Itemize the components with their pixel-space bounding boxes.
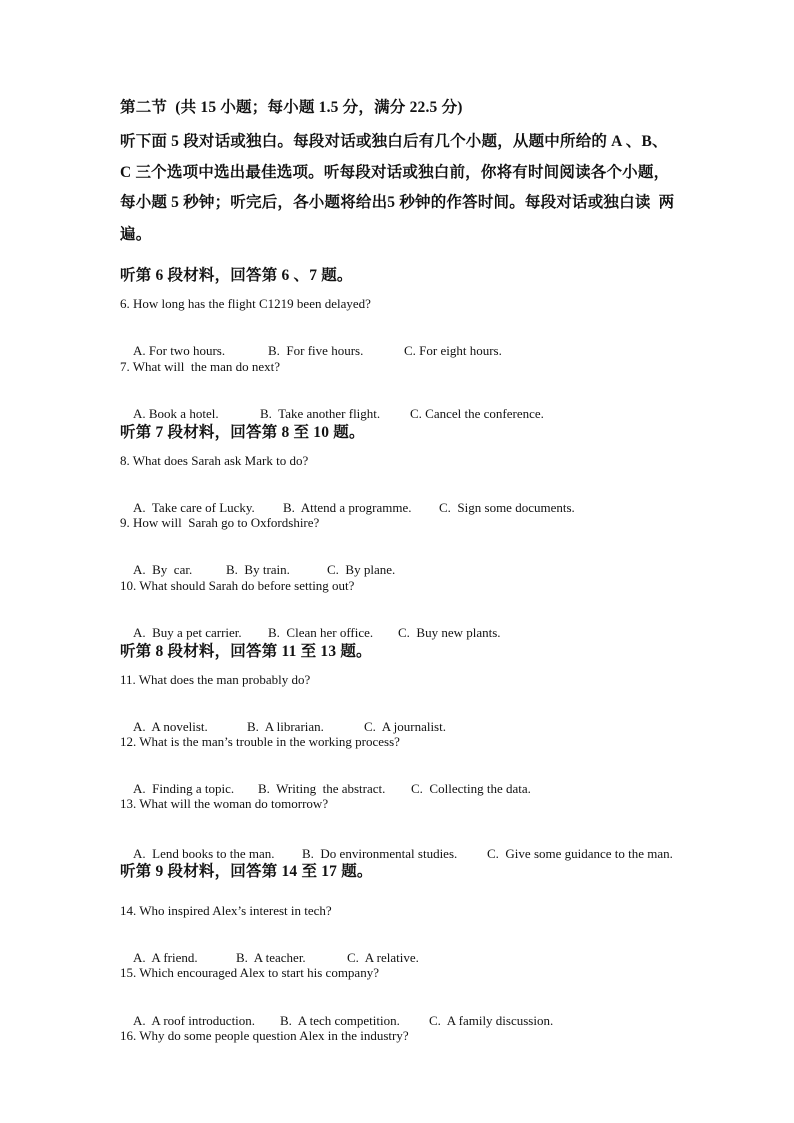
question-stem: 6. How long has the flight C1219 been delayed?	[120, 296, 371, 311]
option-b: B. A teacher.	[236, 950, 306, 965]
question-stem: 11. What does the man probably do?	[120, 672, 311, 687]
instructions-line: 遍。	[120, 226, 152, 243]
question-stem: 9. How will Sarah go to Oxfordshire?	[120, 515, 320, 530]
option-a: A. For two hours.	[133, 343, 226, 358]
instructions-line: 听下面 5 段对话或独白。每段对话或独白后有几个小题，从题中所给的 A 、B、	[120, 133, 668, 150]
instructions-line: 每小题 5 秒钟；听完后，各小题将给出5 秒钟的作答时间。每段对话或独白读 两	[120, 194, 675, 211]
question-stem: 15. Which encouraged Alex to start his company?	[120, 965, 379, 980]
option-b: B. Writing the abstract.	[258, 781, 386, 796]
question-stem: 16. Why do some people question Alex in the industry?	[120, 1028, 409, 1043]
group-heading: 听第 7 段材料，回答第 8 至 10 题。	[120, 424, 365, 441]
instructions-line: C 三个选项中选出最佳选项。听每段对话或独白前，你将有时间阅读各个小题，	[120, 164, 670, 181]
option-a: A. By car.	[133, 562, 193, 577]
option-b: B. For five hours.	[268, 343, 364, 358]
question-stem: 10. What should Sarah do before setting out?	[120, 578, 355, 593]
option-a: A. Lend books to the man.	[133, 846, 275, 861]
option-c: C. A family discussion.	[429, 1013, 554, 1028]
question-stem: 14. Who inspired Alex’s interest in tech?	[120, 903, 332, 918]
option-b: B. By train.	[226, 562, 290, 577]
group-heading: 听第 6 段材料，回答第 6 、7 题。	[120, 267, 353, 284]
option-b: B. Do environmental studies.	[302, 846, 458, 861]
option-a: A. A roof introduction.	[133, 1013, 256, 1028]
option-a: A. Take care of Lucky.	[133, 500, 255, 515]
group-heading: 听第 9 段材料，回答第 14 至 17 题。	[120, 863, 373, 880]
option-c: C. A relative.	[347, 950, 419, 965]
option-b: B. A librarian.	[247, 719, 324, 734]
option-b: B. Clean her office.	[268, 625, 374, 640]
option-c: C. A journalist.	[364, 719, 446, 734]
option-a: A. Book a hotel.	[133, 406, 219, 421]
question-stem: 7. What will the man do next?	[120, 359, 281, 374]
option-b: B. Attend a programme.	[283, 500, 412, 515]
option-c: C. Buy new plants.	[398, 625, 501, 640]
option-a: A. A novelist.	[133, 719, 208, 734]
group-heading: 听第 8 段材料，回答第 11 至 13 题。	[120, 643, 372, 660]
section-header: 第二节 (共 15 小题；每小题 1.5 分，满分 22.5 分)	[120, 99, 463, 116]
option-b: B. A tech competition.	[280, 1013, 400, 1028]
option-a: A. Buy a pet carrier.	[133, 625, 242, 640]
option-c: C. Give some guidance to the man.	[487, 846, 673, 861]
question-stem: 8. What does Sarah ask Mark to do?	[120, 453, 309, 468]
question-stem: 12. What is the man’s trouble in the working process?	[120, 734, 400, 749]
option-a: A. Finding a topic.	[133, 781, 235, 796]
option-c: C. By plane.	[327, 562, 396, 577]
option-c: C. Sign some documents.	[439, 500, 575, 515]
option-a: A. A friend.	[133, 950, 198, 965]
question-stem: 13. What will the woman do tomorrow?	[120, 796, 329, 811]
option-b: B. Take another flight.	[260, 406, 381, 421]
option-c: C. Cancel the conference.	[410, 406, 544, 421]
option-c: C. Collecting the data.	[411, 781, 531, 796]
option-c: C. For eight hours.	[404, 343, 502, 358]
